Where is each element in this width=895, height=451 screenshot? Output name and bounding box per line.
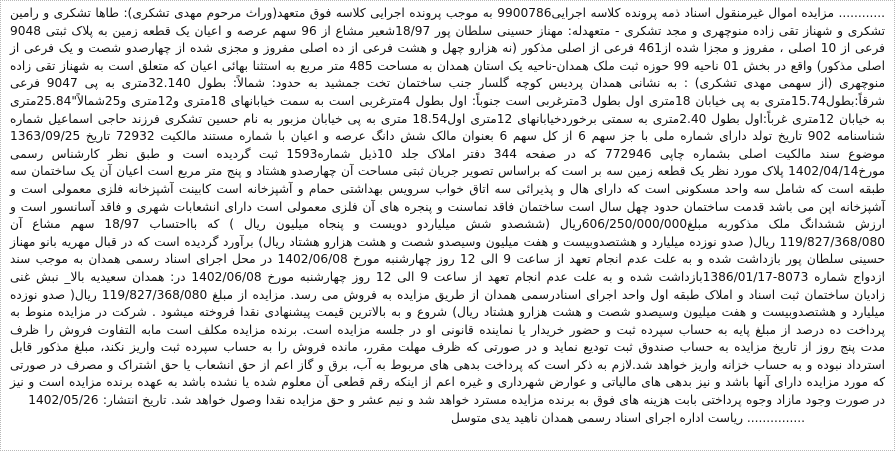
notice-signature: ............... ریاست اداره اجرای اسناد رسمی همدان ناهید یدی متوسل bbox=[451, 410, 805, 425]
notice-content bbox=[10, 5, 885, 427]
notice-body-text: ............ مزایده اموال غیرمنقول اسناد ذمه پرونده کلاسه اجرایی9900786 به موجب پرونده اجرایی کلاسه فوق متعهد(وراث مرحوم مهدی تشکری): طاها تشکری و رامین تشکری و شهناز تقی زاده منوچهری و مجد تشکری - متعهدله: مهناز حسینی سلطان پور 18/97شعیر مشاع از 96 سهم عرصه و اعیان یک قطعه زمین به پلاک ثبتی 9048 فرعی از 10 اصلی ، مفروز و مجزا شده از461 فرعی از اصلی مذکور (نه هزارو چهل و هشت فرعی از ده اصلی مفروز و مجزی شده از چهارصدو شصت و یک فرعی از اصلی مذکور) واقع در بخش 01 ناحیه 99 حوزه ثبت ملک همدان-ناحیه یک استان همدان به مساحت 485 متر مربع به استثنا بهائی اعیان که متعلق است به شهناز تقی زاده منوچهری (از سهمی مهدی تشکری) : به نشانی همدان پردیس کوچه گلسار جنب ساختمان تخت جمشید به حدود: شمالاً: بطول 32.140متری به پی 9047 فرعی شرقاً:بطول15.74متری به پی خیابان 18متری اول بطول 3مترغربی است جنوباً: اول بطول 4مترغربی است به سمت خیابانهای 18متری و12متری و25شمالاً"25.84متری به خیابان 12متری غرباً:اول بطول 2.40متری به سمتی برخوردخیابانهای 12متری اول18.54 متری به پی خیابان مزبور به نام حسین تشکری فرزند حاجی اسماعیل شماره شناسنامه 902 تاریخ تولد دارای شماره ملی با جز سهم 6 از کل سهم 6 بعنوان مالک شش دانگ عرصه و اعیان با شماره مستند مالکیت 72932 تاریخ 1363/09/25 موضوع سند مالکیت اصلی بشماره چاپی 772946 که در صفحه 344 دفتر املاک جلد 10ذیل شماره1593 ثبت گردیده است و طبق نظر کارشناس رسمی مورخ1402/04/14 پلاک مورد نظر یک قطعه زمین سه بر است که براساس تصویر جریان ثبتی مساحت آن چهارصدو هشتاد و پنج متر مربع است اعیان آن یک ساختمان سه طبقه است که شامل سه واحد مسکونی است که دارای هال و پذیرائی سه اتاق خواب سرویس بهداشتی حمام و آشپزخانه است کابینت آشپزخانه فلزی معمولی است و آشپزخانه اپن می باشد قدمت ساختمان حدود چهل سال است ساختمان فاقد نماسنت و پنجره های آن فلزی معمولی است دارای انشعابات شهری و فاقد آسانسور است و ارزش ششدانگ ملک مذکوربه مبلغ606/250/000/000ریال (ششصدو شش میلیاردو دویست و پنجاه میلیون ریال ) که بااحتساب 18/97 سهم مشاع آن 119/827/368/080 ریال( صدو نوزده میلیارد و هشتصدوبیست و هفت میلیون وسیصدو شصت و هشت هزارو هشتاد ریال) برآورد گردیده است که در قبال مهریه بانو مهناز حسینی سلطان پور بازداشت شده و به علت عدم انجام تعهد از ساعت 9 الی 12 روز چهارشنبه مورخ 1402/06/08 در محل اجرای اسناد رسمی همدان به موجب سند ازدواج شماره 8073-1386/01/17بازداشت شده و به علت عدم انجام تعهد از ساعت 9 الی 12 روز چهارشنبه مورخ 1402/06/08 در: همدان سعیدیه بالا_ نبش غنی زادیان ساختمان ثبت اسناد و املاک طبقه اول واحد اجرای اسنادرسمی همدان از طریق مزایده به فروش می رسد. مزایده از مبلغ 119/827/368/080 ریال( صدو نوزده میلیارد و هشتصدوبیست و هفت میلیون وسیصدو شصت و هشت هزارو هشتاد ریال) شروع و به بالاترین قیمت پیشنهادی نقدا فروخته میشود . شرکت در مزایده منوط به پرداخت ده درصد از مبلغ پایه به حساب سپرده ثبت و حضور خریدار یا نماینده قانونی او در جلسه مزایده است. برنده مزایده مکلف است مابه التفاوت فروش را ظرف مدت پنج روز از تاریخ مزایده به حساب صندوق ثبت تودیع نماید و در صورتی که ظرف مهلت مقرر، مانده فروش را به حساب سپرده ثبت واریز نکند، مبلغ مذکور قابل استرداد نبوده و به حساب خزانه واریز خواهد شد.لازم به ذکر است که پرداخت بدهی های مربوط به آب، برق و گاز اعم از حق انشعاب یا حق اشتراک و مصرف در صورتی که مورد مزایده دارای آنها باشد و نیز بدهی های مالیاتی و عوارض شهرداری و غیره اعم از اینکه رقم قطعی آن معلوم شده یا نشده باشد به عهده برنده مزایده است و نیز در صورت وجود مازاد وجوه پرداختی بابت هزینه های فوق به برنده مزایده مسترد خواهد شد و نیم عشر و حق مزایده نقدا وصول خواهد شد. تاریخ انتشار: 1402/05/26 bbox=[10, 6, 886, 408]
